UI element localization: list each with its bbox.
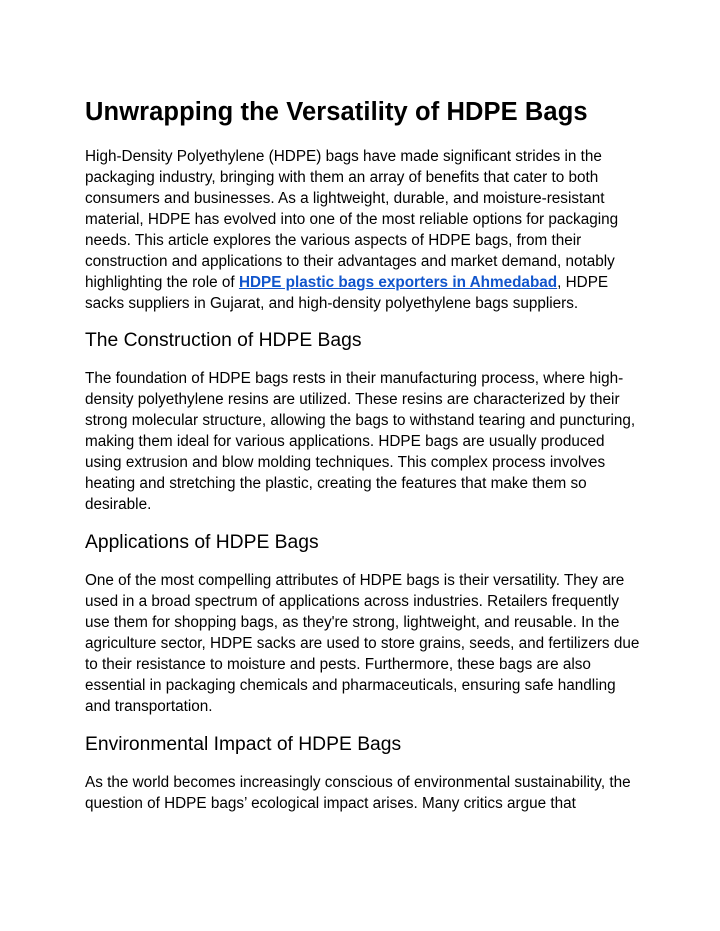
page-title: Unwrapping the Versatility of HDPE Bags — [85, 98, 588, 126]
section-paragraph-applications: One of the most compelling attributes of HDPE bags is their versatility. They are used in a broad spectrum of applications across industries. Retailers frequently use them for shopping bags, as they're strong, lightweight, and reusable. In the agriculture sector, HDPE sacks are used to store grains, seeds, and fertilizers due to their resistance to moisture and pests. Furthermore, these bags are also essential in packaging chemicals and pharmaceuticals, ensuring safe handling and transportation. — [85, 572, 640, 715]
intro-text-after-link: , HDPE sacks suppliers in Gujarat, and high-density polyethylene bags suppliers. — [85, 274, 609, 312]
section-paragraph-environmental-impact: As the world becomes increasingly conscious of environmental sustainability, the question of HDPE bags’ ecological impact arises. Many critics argue that — [85, 774, 631, 812]
intro-text-before-link: High-Density Polyethylene (HDPE) bags have made significant strides in the packaging industry, bringing with them an array of benefits that cater to both consumers and businesses. As a lightweight, durable, and moisture-resistant material, HDPE has evolved into one of the most reliable options for packaging needs. This article explores the various aspects of HDPE bags, from their construction and applications to their advantages and market demand, notably highlighting the role of — [85, 148, 619, 291]
section-heading-construction: The Construction of HDPE Bags — [85, 330, 362, 351]
section-paragraph-construction: The foundation of HDPE bags rests in their manufacturing process, where high-density polyethylene resins are utilized. These resins are characterized by their strong molecular structure, allowing the bags to withstand tearing and puncturing, making them ideal for various applications. HDPE bags are usually produced using extrusion and blow molding techniques. This complex process involves heating and stretching the plastic, creating the features that make them so desirable. — [85, 370, 636, 513]
section-heading-applications: Applications of HDPE Bags — [85, 532, 319, 553]
intro-paragraph — [85, 146, 645, 314]
document-body — [85, 95, 645, 814]
section-heading-environmental-impact: Environmental Impact of HDPE Bags — [85, 734, 402, 755]
exporters-link[interactable]: HDPE plastic bags exporters in Ahmedabad — [238, 274, 558, 291]
